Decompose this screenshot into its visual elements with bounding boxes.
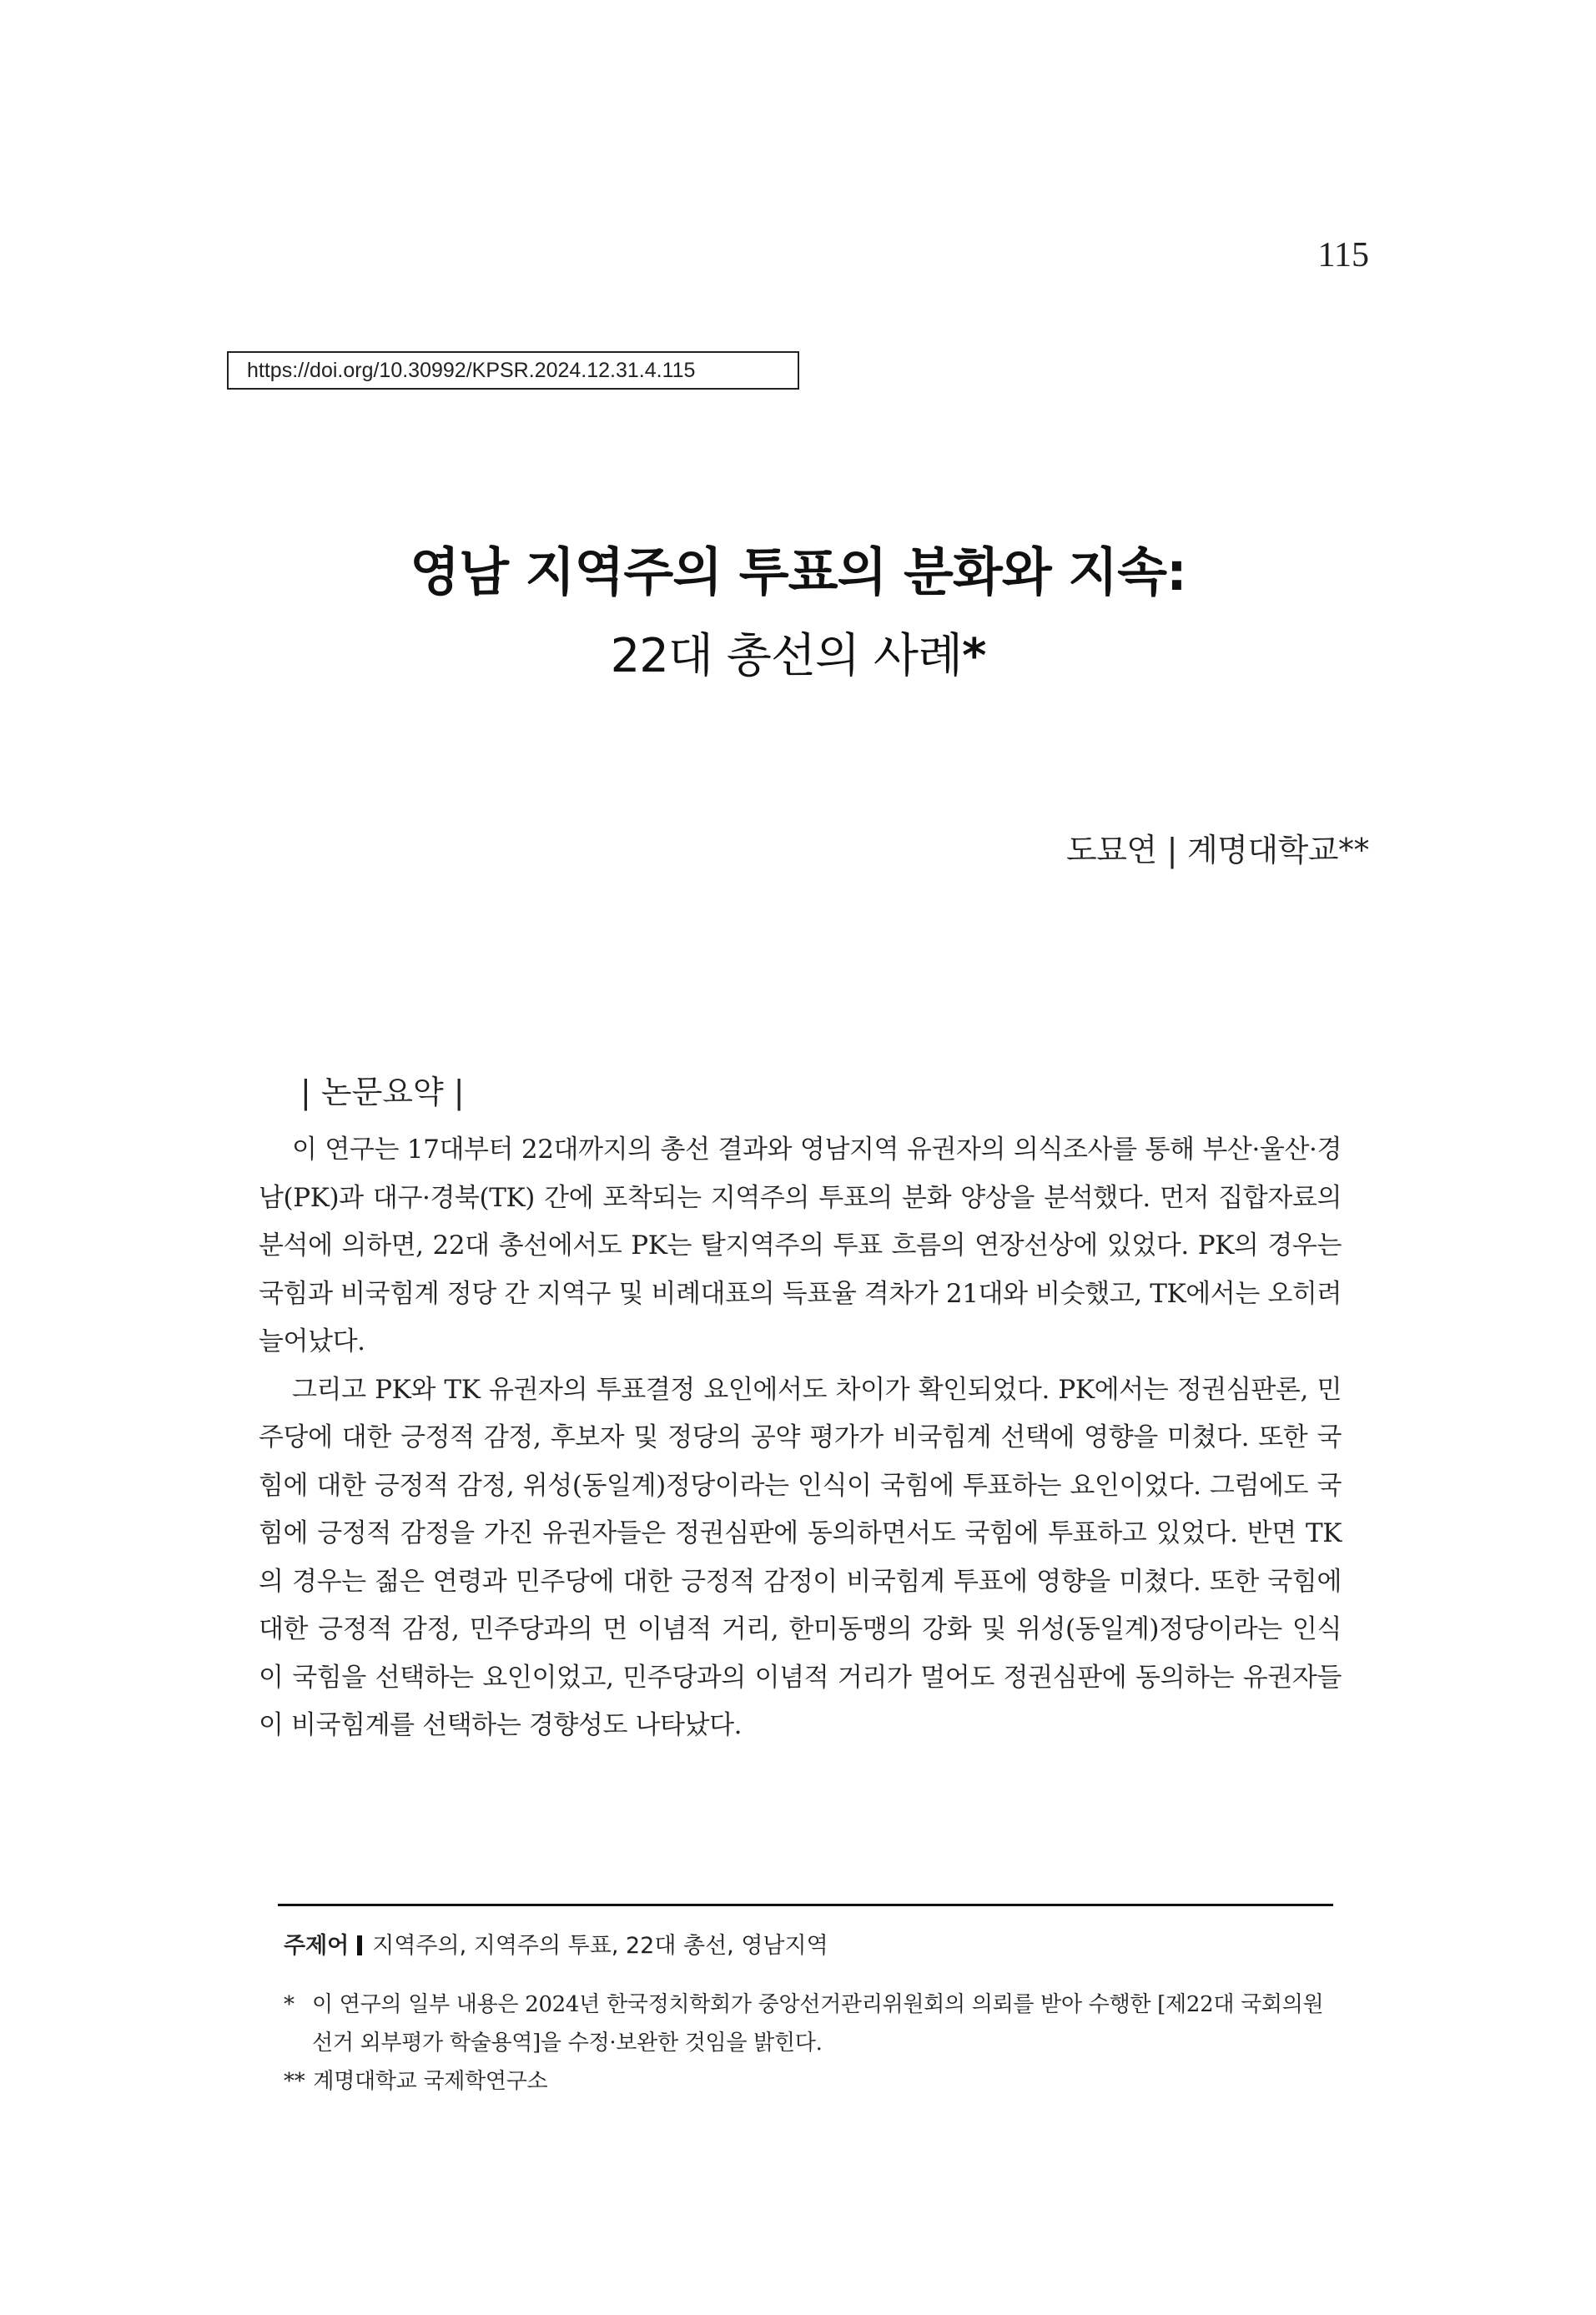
paper-subtitle [0, 619, 1596, 686]
footnote-1 [284, 1985, 1339, 2062]
footnote-mark: * [284, 1992, 295, 2017]
abstract-paragraph: 그리고 PK와 TK 유권자의 투표결정 요인에서도 차이가 확인되었다. PK에서는 정권심판론, 민주당에 대한 긍정적 감정, 후보자 및 정당의 공약 평가가 비국힘계 선택에 영향을 미쳤다. 또한 국힘에 대한 긍정적 감정, 위성(동일계)정당이라는 인식이 국힘에 투표하는 요인이었다. 그럼에도 국힘에 긍정적 감정을 가진 유권자들은 정권심판에 동의하면서도 국힘에 투표하고 있었다. 반면 TK의 경우는 젊은 연령과 민주당에 대한 긍정적 감정이 비국힘계 투표에 영향을 미쳤다. 또한 국힘에 대한 긍정적 감정, 민주당과의 먼 이념적 거리, 한미동맹의 강화 및 위성(동일계)정당이라는 인식이 국힘을 선택하는 요인이었고, 민주당과의 이념적 거리가 멀어도 정권심판에 동의하는 유권자들이 비국힘계를 선택하는 경향성도 나타났다. [259, 1374, 1342, 1740]
keywords-line [284, 1927, 828, 1960]
author-affiliation: 계명대학교** [1186, 832, 1369, 868]
footnote-mark: ** [284, 2069, 305, 2094]
author-name: 도묘연 [1066, 832, 1157, 868]
author-separator: | [1166, 832, 1177, 868]
abstract-heading: | 논문요약 | [300, 1074, 465, 1110]
subtitle-footnote-mark[interactable]: * [962, 629, 986, 683]
footnote-2 [284, 2062, 1339, 2101]
abstract-paragraph: 이 연구는 17대부터 22대까지의 총선 결과와 영남지역 유권자의 의식조사를 통해 부산·울산·경남(PK)과 대구·경북(TK) 간에 포착되는 지역주의 투표의 분화 양상을 분석했다. 먼저 집합자료의 분석에 의하면, 22대 총선에서도 PK는 탈지역주의 투표 흐름의 연장선상에 있었다. PK의 경우는 국힘과 비국힘계 정당 간 지역구 및 비례대표의 득표율 격차가 21대와 비슷했고, TK에서는 오히려 늘어났다. [259, 1135, 1342, 1356]
footnotes [284, 1985, 1339, 2101]
keywords-bar-icon [357, 1935, 362, 1955]
footnote-text: 계명대학교 국제학연구소 [313, 2069, 548, 2094]
doi-link[interactable]: https://doi.org/10.30992/KPSR.2024.12.31.4.115 [227, 351, 799, 390]
subtitle-text: 22대 총선의 사례 [610, 629, 963, 683]
keywords-label: 주제어 [284, 1933, 350, 1959]
author-line [1066, 824, 1369, 870]
footnote-text: 이 연구의 일부 내용은 2024년 한국정치학회가 중앙선거관리위원회의 의뢰를 받아 수행한 [제22대 국회의원선거 외부평가 학술용역]을 수정·보완한 것임을 밝힌다. [312, 1992, 1324, 2056]
paper-title: 영남 지역주의 투표의 분화와 지속: [410, 541, 1186, 602]
divider-rule [278, 1904, 1333, 1906]
page-number: 115 [1317, 236, 1369, 274]
abstract-body [259, 1126, 1342, 1750]
keywords-text: 지역주의, 지역주의 투표, 22대 총선, 영남지역 [372, 1933, 828, 1959]
